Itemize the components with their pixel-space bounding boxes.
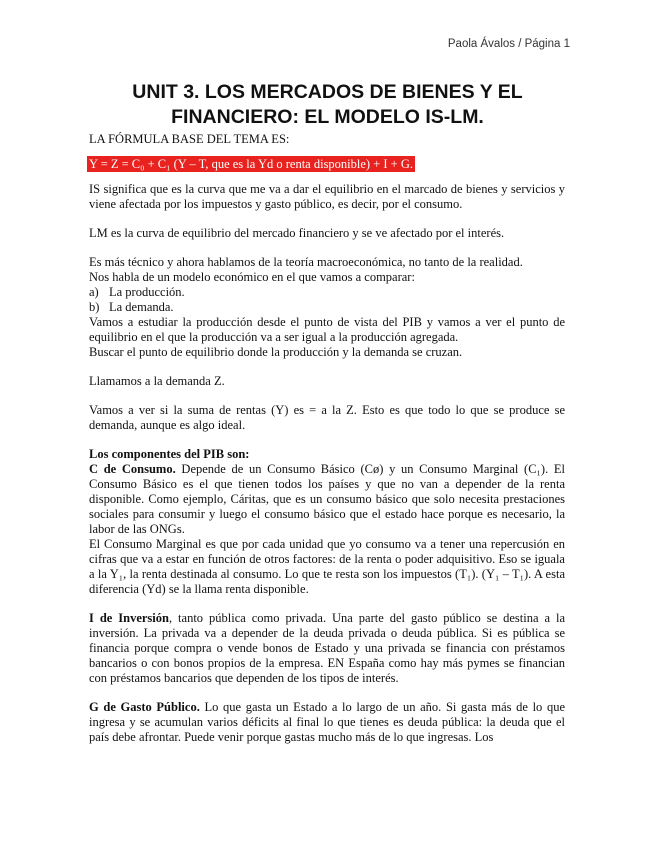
title-line-1: UNIT 3. LOS MERCADOS DE BIENES Y EL xyxy=(132,81,523,103)
buscar-paragraph: Buscar el punto de equilibrio donde la producción y la demanda se cruzan. xyxy=(89,345,463,359)
tecnico-line-1: Es más técnico y ahora hablamos de la teoría macroeconómica, no tanto de la realidad. xyxy=(89,255,523,269)
page-title xyxy=(85,80,570,130)
consumo-heading: C de Consumo. xyxy=(89,462,176,476)
marginal-paragraph: El Consumo Marginal es que por cada unidad que yo consumo va a tener una repercusión en cifras que va a estar en función de otros factores: de la renta o poder adquisitivo. Eso se iguala a la Y₁, la renta destinada al consumo. Lo que te resta son los impuestos (T₁). (Y₁ – T₁). A esta diferencia (Yd) se la llama renta disponible. xyxy=(89,537,565,596)
page-header: Paola Ávalos / Página 1 xyxy=(447,38,570,50)
consumo-paragraph xyxy=(89,462,565,537)
inversion-text: , tanto pública como privada. Una parte del gasto público se destina a la inversión. La privada va a depender de la deuda privada o deuda pública. Si es pública se financia porque compra o vende bonos de Estado y una privada se financia con préstamos bancarios o con bonos propios de la empresa. EN España como hay más pymes se financian con préstamos bancarios que dependen de los tipos de interés. xyxy=(89,611,565,685)
formula-line xyxy=(89,157,565,172)
consumo-text: Depende de un Consumo Básico (Cø) y un Consumo Marginal (C₁). El Consumo Básico es el que tienen todos los países y que no van a depender de la renta disponible. Como ejemplo, Cáritas, que es un consumo básico que solo necesita prestaciones sociales para consumir y luego el consumo básico que el estado hace porque es necesario, la labor de las ONGs. xyxy=(89,462,565,536)
formula-highlight: Y = Z = C₀ + C₁ (Y – T, que es la Yd o renta disponible) + I + G. xyxy=(89,157,414,171)
formula-label: LA FÓRMULA BASE DEL TEMA ES: xyxy=(89,132,290,146)
suma-paragraph: Vamos a ver si la suma de rentas (Y) es = a la Z. Esto es que todo lo que se produce se demanda, aunque es algo ideal. xyxy=(89,403,565,432)
list-item xyxy=(89,300,565,315)
list-text: La demanda. xyxy=(109,300,174,314)
inversion-heading: I de Inversión xyxy=(89,611,169,625)
gasto-heading: G de Gasto Público. xyxy=(89,700,200,714)
estudiar-paragraph: Vamos a estudiar la producción desde el punto de vista del PIB y vamos a ver el punto de equilibrio en el que la producción va a ser igual a la producción agregada. xyxy=(89,315,565,344)
inversion-paragraph xyxy=(89,611,565,686)
list-marker: a) xyxy=(89,285,99,299)
gasto-paragraph xyxy=(89,700,565,745)
tecnico-line-2: Nos habla de un modelo económico en el que vamos a comparar: xyxy=(89,270,415,284)
gasto-text: Lo que gasta un Estado a lo largo de un año. Si gasta más de lo que ingresa y se acumulan varios déficits al final lo que tienes es deuda pública: la deuda que el país debe afrontar. Puede venir porque gastas mucho más de lo que ingresas. Los xyxy=(89,700,565,744)
is-paragraph: IS significa que es la curva que me va a dar el equilibrio en el marcado de bienes y servicios y viene afectada por los impuestos y gasto público, es decir, por el consumo. xyxy=(89,182,565,211)
list-marker: b) xyxy=(89,300,100,314)
llamamos-paragraph: Llamamos a la demanda Z. xyxy=(89,374,225,388)
componentes-heading-text: Los componentes del PIB son: xyxy=(89,447,250,461)
list-text: La producción. xyxy=(109,285,185,299)
componentes-heading xyxy=(89,447,565,462)
document-body xyxy=(89,132,565,745)
list-item xyxy=(89,285,565,300)
lm-paragraph: LM es la curva de equilibrio del mercado financiero y se ve afectado por el interés. xyxy=(89,226,505,240)
title-line-2: FINANCIERO: EL MODELO IS-LM. xyxy=(171,106,484,128)
